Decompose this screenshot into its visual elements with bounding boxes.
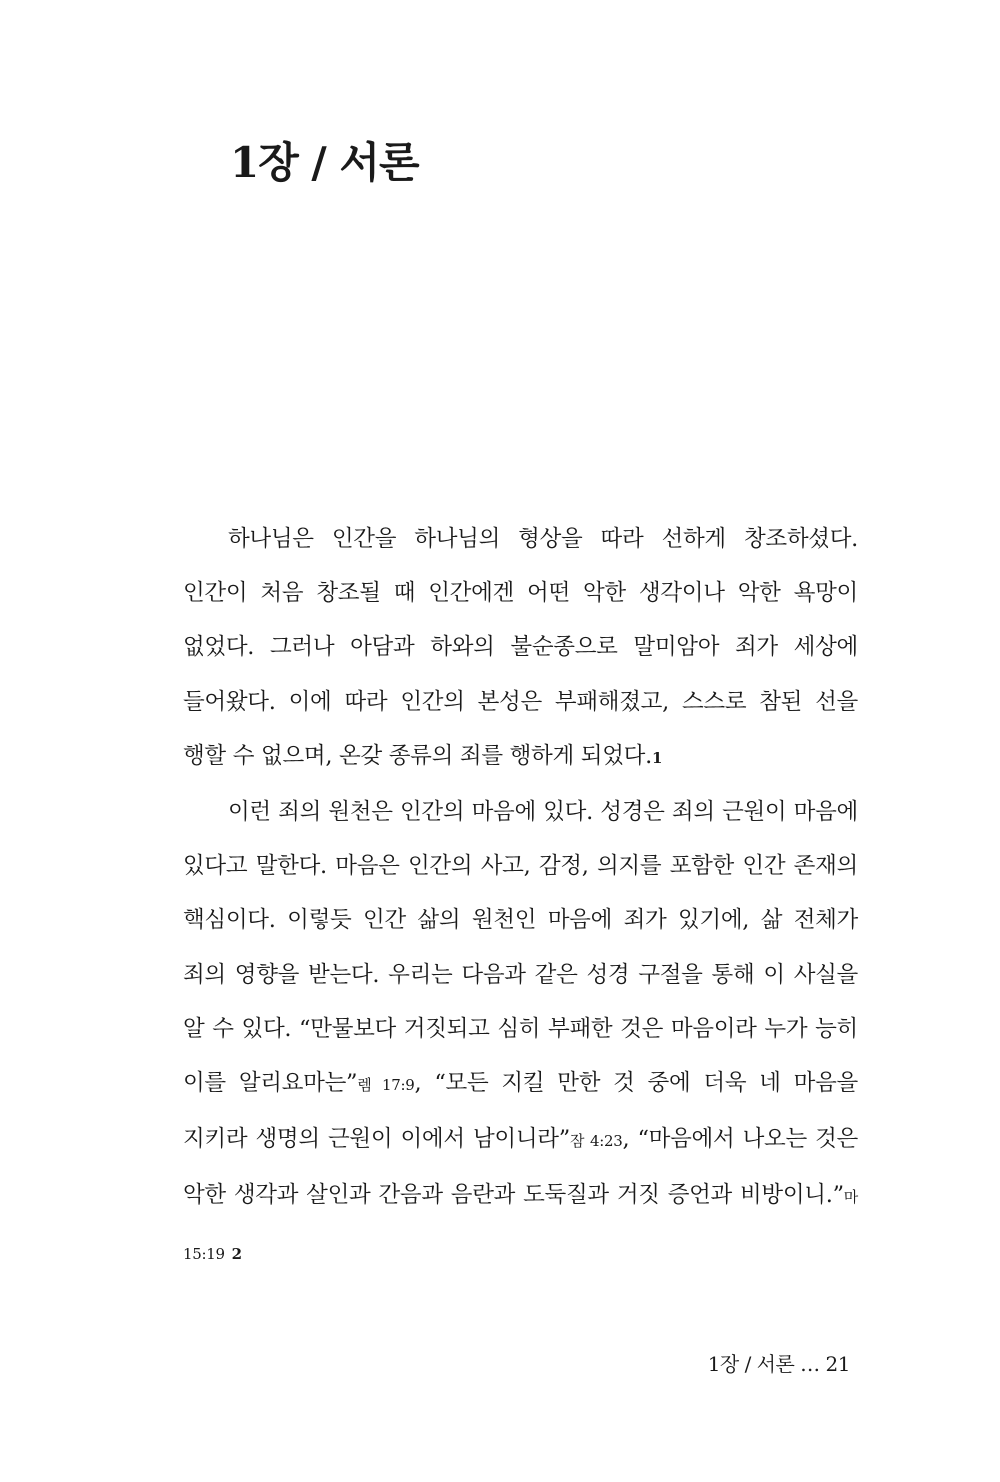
paragraph-1-text: 하나님은 인간을 하나님의 형상을 따라 선하게 창조하셨다. 인간이 처음 창조될 때 인간에겐 어떤 악한 생각이나 악한 욕망이 없었다. 그러나 아담과 하와의 불순종으로 말미암아 죄가 세상에 들어왔다. 이에 따라 인간의 본성은 부패해졌고, 스스로 참된 선을 행할 수 없으며, 온갖 종류의 죄를 행하게 되었다. (183, 526, 858, 769)
paragraph-2 (183, 785, 858, 1281)
scripture-reference: 렘 17:9 (357, 1076, 415, 1095)
scripture-reference: 잠 4:23 (569, 1132, 623, 1151)
paragraph-2-text-c: , “마음에서 나오는 것은 악한 생각과 살인과 간음과 음란과 도둑질과 거짓 증언과 비방이니.” (183, 1126, 858, 1209)
scripture-reference: 마 15:19 (183, 1188, 858, 1263)
page-footer: 1장 / 서론 … 21 (707, 1352, 850, 1376)
footnote-marker-2: 2 (231, 1244, 242, 1263)
footnote-marker-1: 1 (651, 748, 663, 767)
body-text (183, 512, 858, 1281)
paragraph-2-text-b: , “모든 지킬 만한 것 중에 더욱 네 마음을 지키라 생명의 근원이 이에서 남이니라” (183, 1070, 858, 1153)
chapter-title: 1장 / 서론 (230, 138, 419, 187)
paragraph-1 (183, 512, 858, 785)
paragraph-2-text-a: 이런 죄의 원천은 인간의 마음에 있다. 성경은 죄의 근원이 마음에 있다고 말한다. 마음은 인간의 사고, 감정, 의지를 포함한 인간 존재의 핵심이다. 이렇듯 인간 삶의 원천인 마음에 죄가 있기에, 삶 전체가 죄의 영향을 받는다. 우리는 다음과 같은 성경 구절을 통해 이 사실을 알 수 있다. “만물보다 거짓되고 심히 부패한 것은 마음이라 누가 능히 이를 알리요마는” (183, 799, 858, 1097)
